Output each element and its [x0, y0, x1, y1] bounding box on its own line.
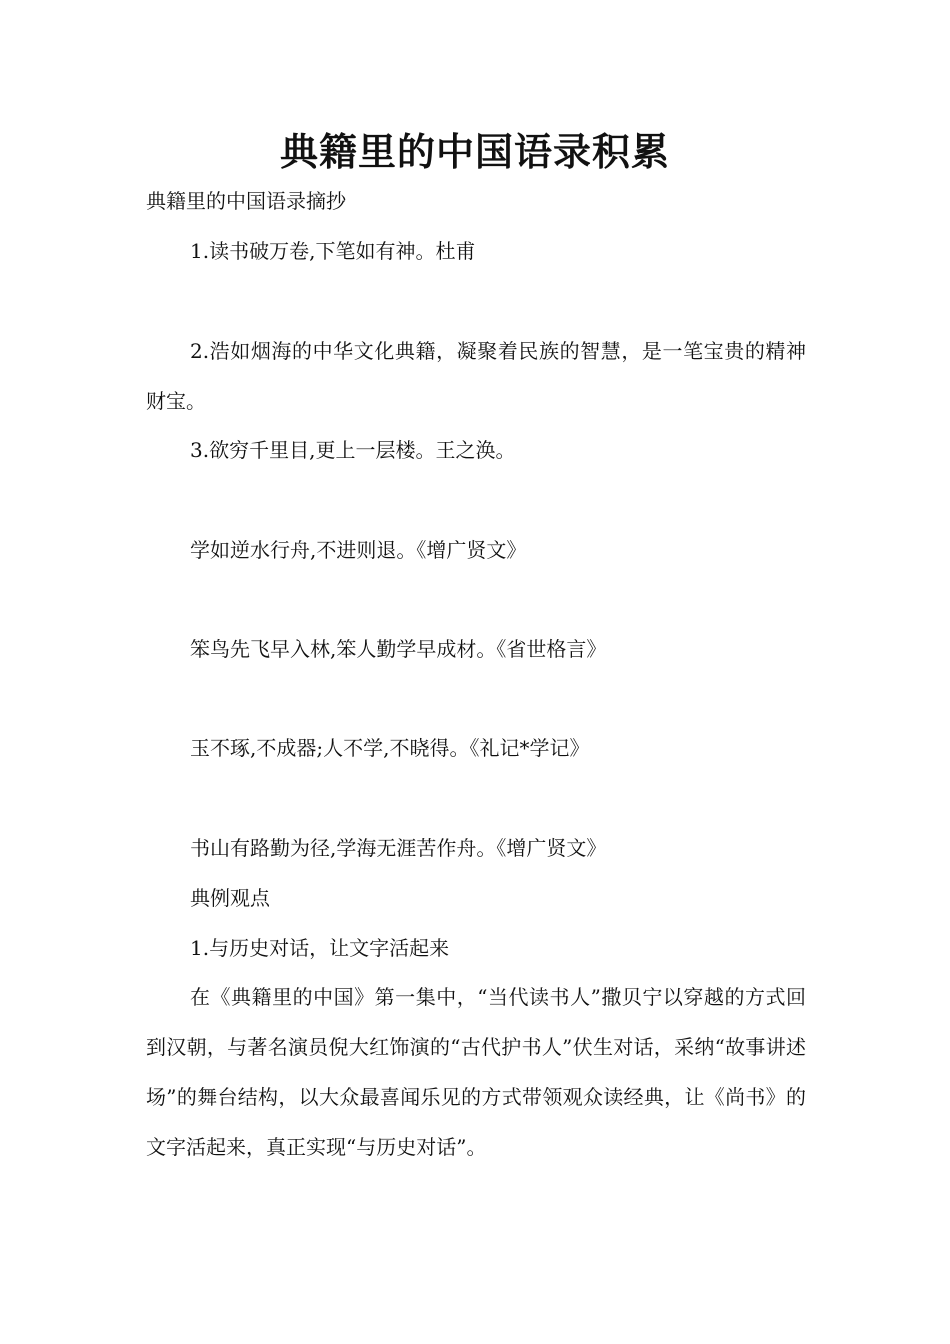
quote-3: 3.欲穷千里目,更上一层楼。王之涣。: [190, 438, 516, 462]
quote-5: 笨鸟先飞早入林,笨人勤学早成材。《省世格言》: [190, 637, 607, 661]
quote-6: 玉不琢,不成器;人不学,不晓得。《礼记*学记》: [190, 736, 590, 760]
point-heading: 1.与历史对话，让文字活起来: [190, 936, 450, 960]
subtitle: 典籍里的中国语录摘抄: [146, 189, 346, 213]
page-title: 典籍里的中国语录积累: [279, 130, 670, 174]
quote-4: 学如逆水行舟,不进则退。《增广贤文》: [190, 538, 527, 562]
quote-7: 书山有路勤为径,学海无涯苦作舟。《增广贤文》: [190, 836, 607, 860]
point-paragraph: 在《典籍里的中国》第一集中，“当代读书人”撒贝宁以穿越的方式回到汉朝，与著名演员倪大红饰演的“古代护书人”伏生对话，采纳“故事讲述场”的舞台结构，以大众最喜闻乐见的方式带领观众读经典，让《尚书》的文字活起来，真正实现“与历史对话”。: [146, 985, 806, 1159]
section-heading: 典例观点: [190, 886, 270, 910]
quote-2: 2.浩如烟海的中华文化典籍，凝聚着民族的智慧，是一笔宝贵的精神财宝。: [146, 339, 806, 413]
quote-1: 1.读书破万卷,下笔如有神。杜甫: [190, 239, 476, 263]
